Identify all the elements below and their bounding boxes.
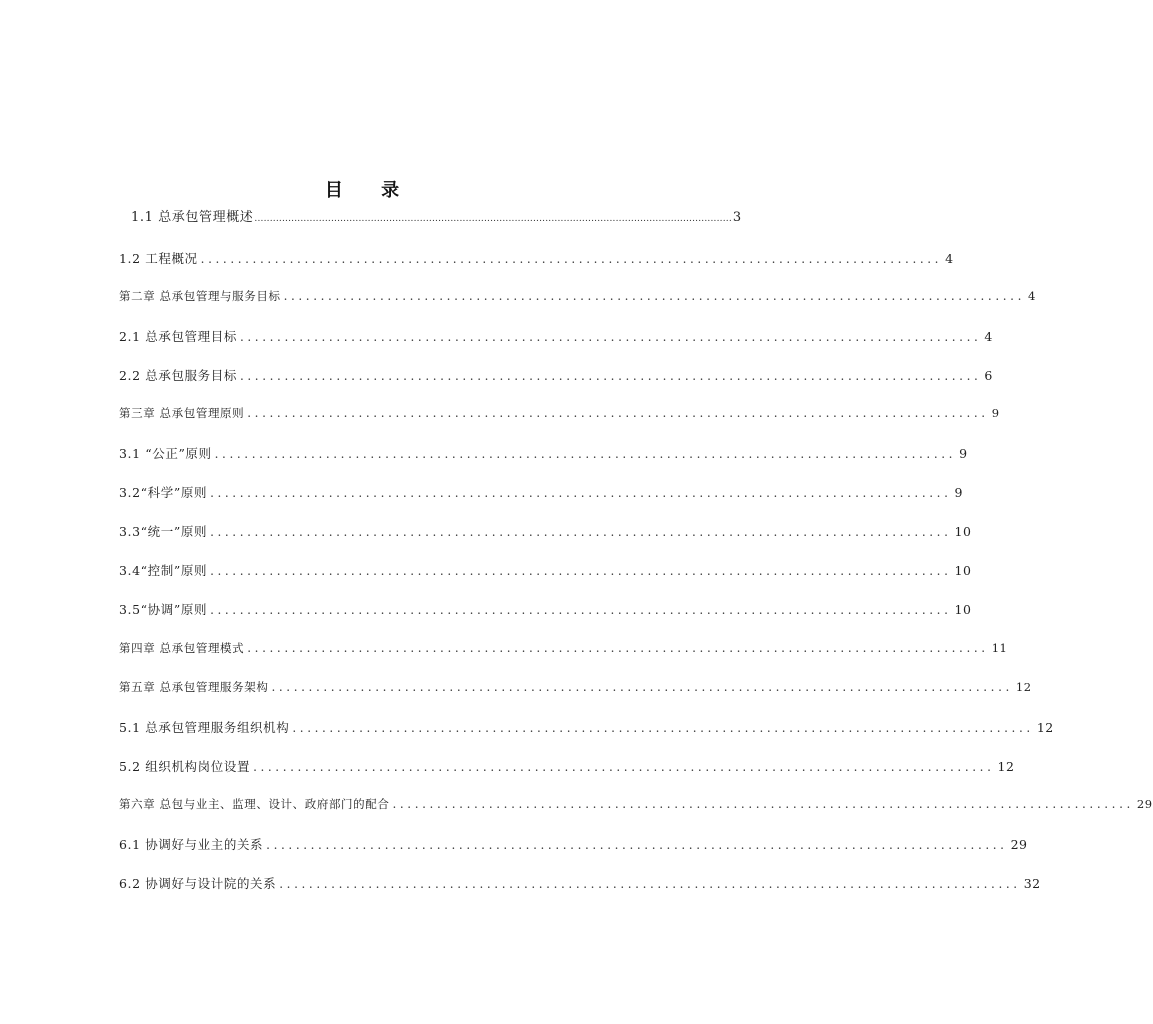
toc-entry[interactable] xyxy=(119,327,993,349)
toc-entry-label: 6.1 协调好与业主的关系 xyxy=(119,837,264,852)
toc-entry-label: 3.5“协调”原则 xyxy=(119,602,208,617)
toc-leader-dots: .................................................................................................... xyxy=(292,721,1034,735)
toc-entry[interactable] xyxy=(119,249,954,271)
toc-entry-label: 3.3“统一”原则 xyxy=(119,524,208,539)
toc-leader-dots: .................................................................................................... xyxy=(266,838,1008,852)
toc-entry-page: 9 xyxy=(959,446,968,461)
toc-entry[interactable] xyxy=(119,796,1153,818)
toc-entry-label: 1.2 工程概况 xyxy=(119,251,198,266)
toc-entry[interactable] xyxy=(131,206,742,228)
toc-title: 目 录 xyxy=(324,180,416,201)
toc-leader-dots: .................................................................................................... xyxy=(247,641,989,655)
toc-entry-page: 12 xyxy=(997,759,1015,774)
toc-entry-label: 3.1 “公正”原则 xyxy=(119,446,212,461)
toc-entry-page: 9 xyxy=(991,406,1000,420)
toc-entry[interactable] xyxy=(119,679,1032,701)
toc-entry[interactable] xyxy=(119,444,968,466)
toc-leader-dots: .................................................................................................... xyxy=(200,252,943,266)
toc-entry-page: 9 xyxy=(954,485,963,500)
toc-entry-label: 第三章 总承包管理原则 xyxy=(119,406,245,420)
toc-entry-label: 2.2 总承包服务目标 xyxy=(119,368,237,383)
toc-entry-label: 5.2 组织机构岗位设置 xyxy=(119,759,251,774)
toc-leader-dots: .................................................................................................... xyxy=(283,289,1026,303)
toc-entry-label: 1.1 总承包管理概述 xyxy=(131,210,254,225)
toc-entry[interactable] xyxy=(119,522,972,544)
toc-entry[interactable] xyxy=(119,561,972,583)
toc-entry[interactable] xyxy=(119,757,1015,779)
toc-entry[interactable] xyxy=(119,288,1036,310)
toc-entry-page: 6 xyxy=(984,368,993,383)
toc-entry-label: 5.1 总承包管理服务组织机构 xyxy=(119,720,290,735)
toc-entry-page: 4 xyxy=(1028,289,1036,303)
toc-leader-dots: .................................................................................................... xyxy=(279,877,1021,891)
toc-entry-page: 29 xyxy=(1010,837,1028,852)
toc-entry-page: 10 xyxy=(954,602,972,617)
toc-entry-label: 第五章 总承包管理服务架构 xyxy=(119,680,269,694)
toc-entry-page: 11 xyxy=(991,641,1008,655)
toc-leader-dots: .................................................................................................... xyxy=(214,447,957,461)
toc-leader-dots: .................................................................................................... xyxy=(239,330,982,344)
toc-entry-page: 29 xyxy=(1136,797,1153,811)
toc-entry[interactable] xyxy=(119,600,972,622)
toc-entry-label: 6.2 协调好与设计院的关系 xyxy=(119,876,277,891)
toc-leader-dots: .................................................................................................... xyxy=(210,564,952,578)
toc-entry-label: 3.4“控制”原则 xyxy=(119,563,208,578)
toc-entry-label: 2.1 总承包管理目标 xyxy=(119,329,237,344)
toc-entry-label: 第四章 总承包管理模式 xyxy=(119,641,245,655)
toc-entry[interactable] xyxy=(119,366,993,388)
toc-entry-label: 第二章 总承包管理与服务目标 xyxy=(119,289,281,303)
toc-leader-dots: .................................................................................................... xyxy=(247,406,989,420)
toc-entry-page: 3 xyxy=(732,210,742,225)
toc-entry[interactable] xyxy=(119,718,1054,740)
toc-leader-dots: .................................................................................................... xyxy=(239,369,982,383)
toc-entry[interactable] xyxy=(119,640,1008,662)
toc-entry-page: 4 xyxy=(945,251,954,266)
toc-entry[interactable] xyxy=(119,483,963,505)
toc-entry-page: 12 xyxy=(1015,680,1032,694)
toc-leader-dots: .................................................................................................... xyxy=(210,525,952,539)
toc-entry[interactable] xyxy=(119,874,1041,896)
toc-entry-label: 第六章 总包与业主、监理、设计、政府部门的配合 xyxy=(119,797,390,811)
toc-leader-dots: .................................................................................................... xyxy=(253,760,995,774)
toc-entry-page: 10 xyxy=(954,524,972,539)
toc-entry-page: 4 xyxy=(984,329,993,344)
toc-leader-dots: ............................................................................................................................................................ xyxy=(254,214,732,224)
toc-entry-page: 32 xyxy=(1023,876,1041,891)
toc-entry-page: 10 xyxy=(954,563,972,578)
toc-leader-dots: .................................................................................................... xyxy=(210,486,952,500)
toc-entry-page: 12 xyxy=(1036,720,1054,735)
toc-leader-dots: .................................................................................................... xyxy=(210,603,952,617)
toc-leader-dots: .................................................................................................... xyxy=(271,680,1013,694)
toc-leader-dots: .................................................................................................... xyxy=(392,797,1134,811)
toc-entry[interactable] xyxy=(119,405,1000,427)
toc-entry[interactable] xyxy=(119,835,1028,857)
toc-entry-label: 3.2“科学”原则 xyxy=(119,485,208,500)
